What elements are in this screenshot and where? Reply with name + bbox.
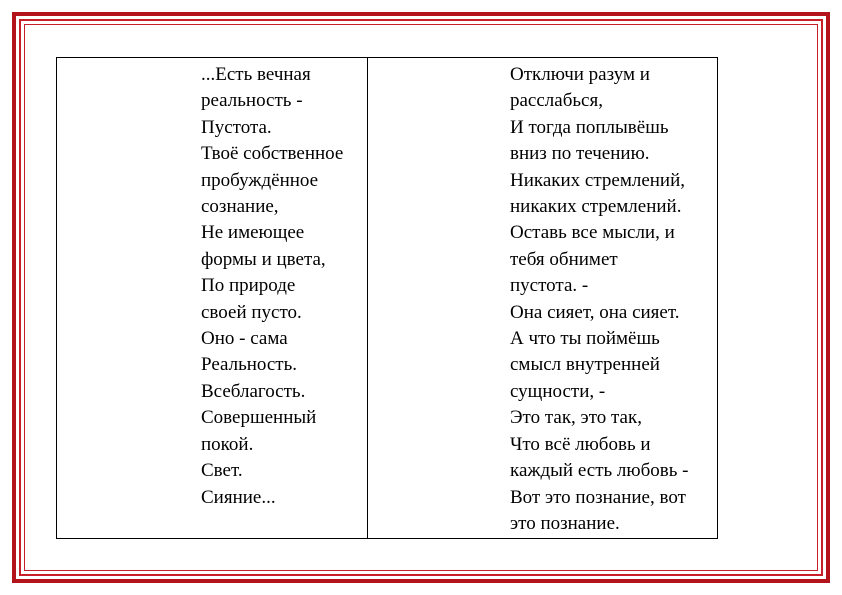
poem-line: И тогда поплывёшь (510, 116, 669, 138)
poem-line: Это так, это так, (510, 407, 642, 429)
poem-line: сознание, (201, 196, 279, 218)
poem-line: А что ты поймёшь (510, 328, 660, 350)
poem-line: покой. (201, 433, 254, 455)
poem-line: Вот это познание, вот (510, 486, 686, 508)
poem-line: По природе (201, 275, 296, 297)
poem-line: Сияние... (201, 486, 276, 508)
poem-line: это познание. (510, 512, 620, 534)
poem-line: расслабься, (510, 90, 603, 112)
poem-line: Оно - сама (201, 328, 288, 350)
left-column (57, 58, 368, 538)
poem-line: реальность - (201, 90, 303, 112)
poem-line: Отключи разум и (510, 64, 650, 85)
poem-line: Она сияет, она сияет. (510, 301, 680, 323)
poem-line: Что всё любовь и (510, 433, 651, 455)
poem-line: пустота. - (510, 275, 589, 297)
poem-line: смысл внутренней (510, 354, 660, 376)
poem-line: формы и цвета, (201, 248, 326, 270)
poem-line: Не имеющее (201, 222, 305, 244)
poem-line: ...Есть вечная (201, 64, 311, 85)
poem-line: своей пусто. (201, 301, 302, 323)
poem-line: Твоё собственное (201, 143, 344, 165)
poem-line: никаких стремлений. (510, 196, 682, 218)
poem-line: Пустота. (201, 116, 272, 138)
poem-line: каждый есть любовь - (510, 460, 689, 482)
poem-line: сущности, - (510, 380, 606, 402)
poem-line: Оставь все мысли, и (510, 222, 675, 244)
poem-line: тебя обнимет (510, 248, 618, 270)
poem-line: пробуждённое (201, 169, 319, 191)
poem-line: Свет. (201, 460, 243, 482)
right-poem-lines (510, 62, 688, 537)
poem-line: Всеблагость. (201, 380, 306, 402)
poem-line: Реальность. (201, 354, 298, 376)
poem-line: вниз по течению. (510, 143, 650, 165)
poem-line: Никаких стремлений, (510, 169, 686, 191)
left-poem-lines (201, 62, 343, 511)
poem-line: Совершенный (201, 407, 317, 429)
poem-table (56, 57, 718, 539)
right-column (368, 58, 717, 538)
